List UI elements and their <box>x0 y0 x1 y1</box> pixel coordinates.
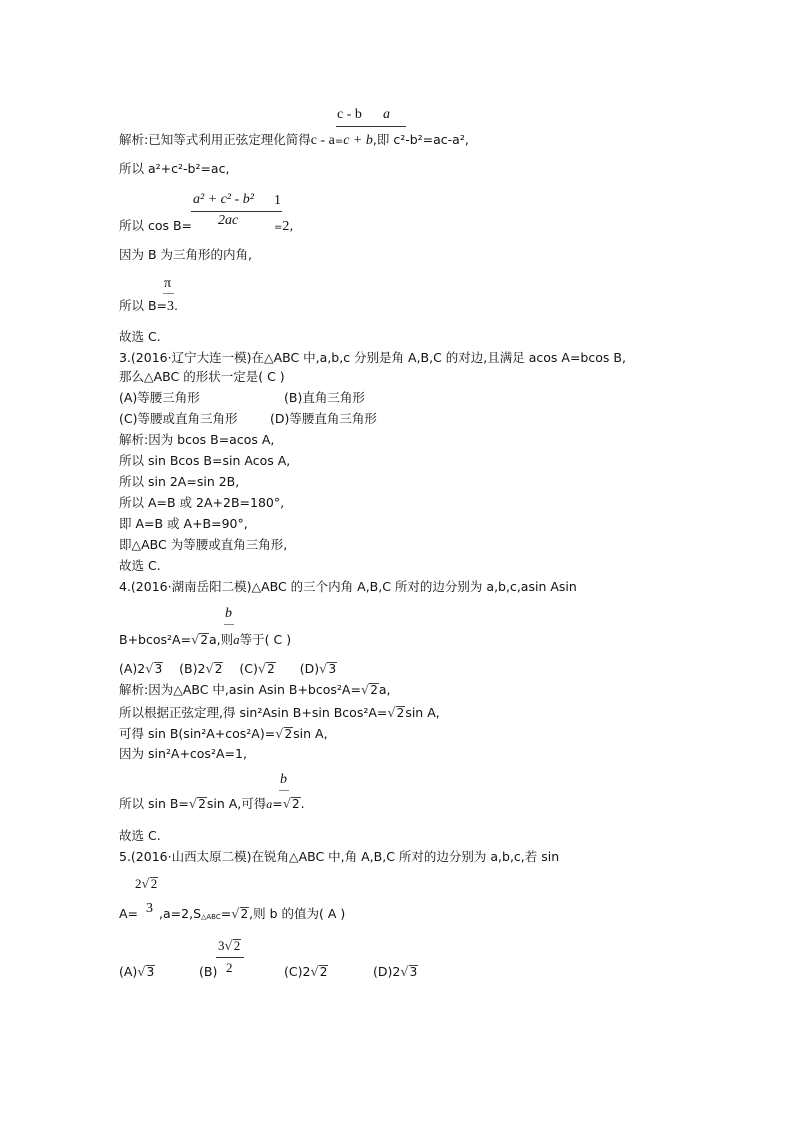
fraction-2-numerator: a² + c² - b² <box>193 192 254 207</box>
question-4-fraction-numerator: b <box>225 606 232 621</box>
question-5-option-b-denominator: 2 <box>226 960 233 975</box>
fraction-3-numerator: π <box>164 276 172 291</box>
fraction-1a-numerator: c - b <box>337 107 362 122</box>
question-3-stem-line-2: 那么△ABC 的形状一定是( C ) <box>119 369 285 384</box>
radical-sign-icon: √ <box>145 662 154 677</box>
question-5-option-c: (C)2√2 <box>284 964 328 980</box>
question-4-solution-4: 因为 sin²A+cos²A=1, <box>119 746 247 761</box>
question-5-stem-line-2: A= 3 ,a=2,S△ABC=√2,则 b 的值为( A ) <box>119 901 346 922</box>
question-5-option-b-bar <box>216 957 244 958</box>
question-4-option-b: (B)2√2 <box>179 661 223 677</box>
solution-line-6: 故选 C. <box>119 329 161 344</box>
question-4-solution-2: 所以根据正弦定理,得 sin²Asin B+sin Bcos²A=√2sin A, <box>119 705 440 721</box>
radical-sign-icon: √ <box>282 797 292 812</box>
fraction-3-denominator: 3 <box>167 299 175 314</box>
question-4-stem-line-2: B+bcos²A=√2a,则a等于( C ) <box>119 632 292 648</box>
solution-line-2: 所以 a²+c²-b²=ac, <box>119 161 230 176</box>
fraction-2b-bar <box>272 211 282 212</box>
question-3-solution-3: 所以 sin 2A=sin 2B, <box>119 474 240 489</box>
question-3-solution-7: 故选 C. <box>119 558 161 573</box>
question-3-solution-4: 所以 A=B 或 2A+2B=180°, <box>119 495 285 510</box>
fraction-1b-numerator: a <box>383 107 390 122</box>
sqrt-2-expression: √2 <box>191 633 208 648</box>
fraction-1b-denominator: c + b <box>343 133 373 148</box>
question-5-option-b-label: (B) <box>199 964 218 979</box>
question-5-stem-line-1: 5.(2016·山西太原二模)在锐角△ABC 中,角 A,B,C 所对的边分别为 a,b,c,若 sin <box>119 849 560 864</box>
radical-sign-icon: √ <box>319 662 328 677</box>
question-5-option-d: (D)2√3 <box>373 964 418 980</box>
question-4-solution-fraction-bar <box>279 790 289 791</box>
fraction-1a-bar <box>336 126 370 127</box>
question-3-solution-5: 即 A=B 或 A+B=90°, <box>119 516 248 531</box>
question-5-option-b-numerator: 3√2 <box>218 938 241 954</box>
radical-sign-icon: √ <box>275 727 284 742</box>
question-4-options <box>119 661 337 678</box>
question-4-solution-6: 故选 C. <box>119 828 161 843</box>
question-3-stem-line-1: 3.(2016·辽宁大连一模)在△ABC 中,a,b,c 分别是角 A,B,C 的对边,且满足 acos A=bcos B, <box>119 350 626 365</box>
question-4-solution-3: 可得 sin B(sin²A+cos²A)=√2sin A, <box>119 726 328 742</box>
question-3-solution-6: 即△ABC 为等腰或直角三角形, <box>119 537 288 552</box>
radical-sign-icon: √ <box>141 877 150 892</box>
fraction-2-denominator: 2ac <box>218 213 239 228</box>
question-5-fraction-numerator: 2√2 <box>135 876 158 892</box>
radical-sign-icon: √ <box>257 662 267 677</box>
question-4-option-a: (A)2√3 <box>119 661 163 677</box>
solution-line-1: 解析:已知等式利用正弦定理化简得c - a=c + b,即 c²-b²=ac-a², <box>119 132 469 148</box>
question-4-option-d: (D)√3 <box>299 661 337 677</box>
radical-sign-icon: √ <box>310 965 319 980</box>
radical-sign-icon: √ <box>191 633 200 648</box>
question-3-solution-1: 解析:因为 bcos B=acos A, <box>119 432 275 447</box>
radical-sign-icon: √ <box>224 939 233 954</box>
radical-sign-icon: √ <box>188 797 198 812</box>
question-4-solution-5: 所以 sin B=√2sin A,可得a=√2. <box>119 796 305 812</box>
fraction-1b-bar <box>370 126 406 127</box>
question-5-option-a: (A)√3 <box>119 964 155 980</box>
question-3-option-a: (A)等腰三角形 <box>119 390 200 405</box>
question-3-solution-2: 所以 sin Bcos B=sin Acos A, <box>119 453 291 468</box>
radical-sign-icon: √ <box>231 907 240 922</box>
fraction-3-bar <box>163 293 174 294</box>
radical-sign-icon: √ <box>137 965 146 980</box>
solution-line-4: 因为 B 为三角形的内角, <box>119 247 252 262</box>
question-5-fraction-denominator: 3 <box>146 901 154 916</box>
fraction-2b-denominator: 2 <box>282 219 290 234</box>
question-4-option-c: (C)√2 <box>239 661 275 677</box>
radical-sign-icon: √ <box>400 965 409 980</box>
question-4-solution-1: 解析:因为△ABC 中,asin Asin B+bcos²A=√2a, <box>119 682 391 698</box>
solution-line-5: 所以 B=3. <box>119 298 179 314</box>
question-3-option-c: (C)等腰或直角三角形 <box>119 411 238 426</box>
question-3-option-b: (B)直角三角形 <box>284 390 365 405</box>
question-4-solution-fraction-numerator: b <box>280 772 287 787</box>
question-3-option-d: (D)等腰直角三角形 <box>270 411 377 426</box>
solution-line-3: 所以 cos B= =2, <box>119 218 294 234</box>
radical-sign-icon: √ <box>205 662 214 677</box>
question-4-solution-fraction-denominator: a <box>266 797 273 811</box>
fraction-2b-numerator: 1 <box>274 193 281 208</box>
radical-sign-icon: √ <box>360 683 370 698</box>
question-4-fraction-bar <box>224 624 234 625</box>
question-4-fraction-denominator: a <box>233 632 240 647</box>
radical-sign-icon: √ <box>387 706 396 721</box>
question-4-stem-line-1: 4.(2016·湖南岳阳二模)△ABC 的三个内角 A,B,C 所对的边分别为 a,b,c,asin Asin <box>119 579 577 594</box>
fraction-1a-denominator: c - a <box>310 133 335 148</box>
fraction-2-bar <box>191 211 274 212</box>
